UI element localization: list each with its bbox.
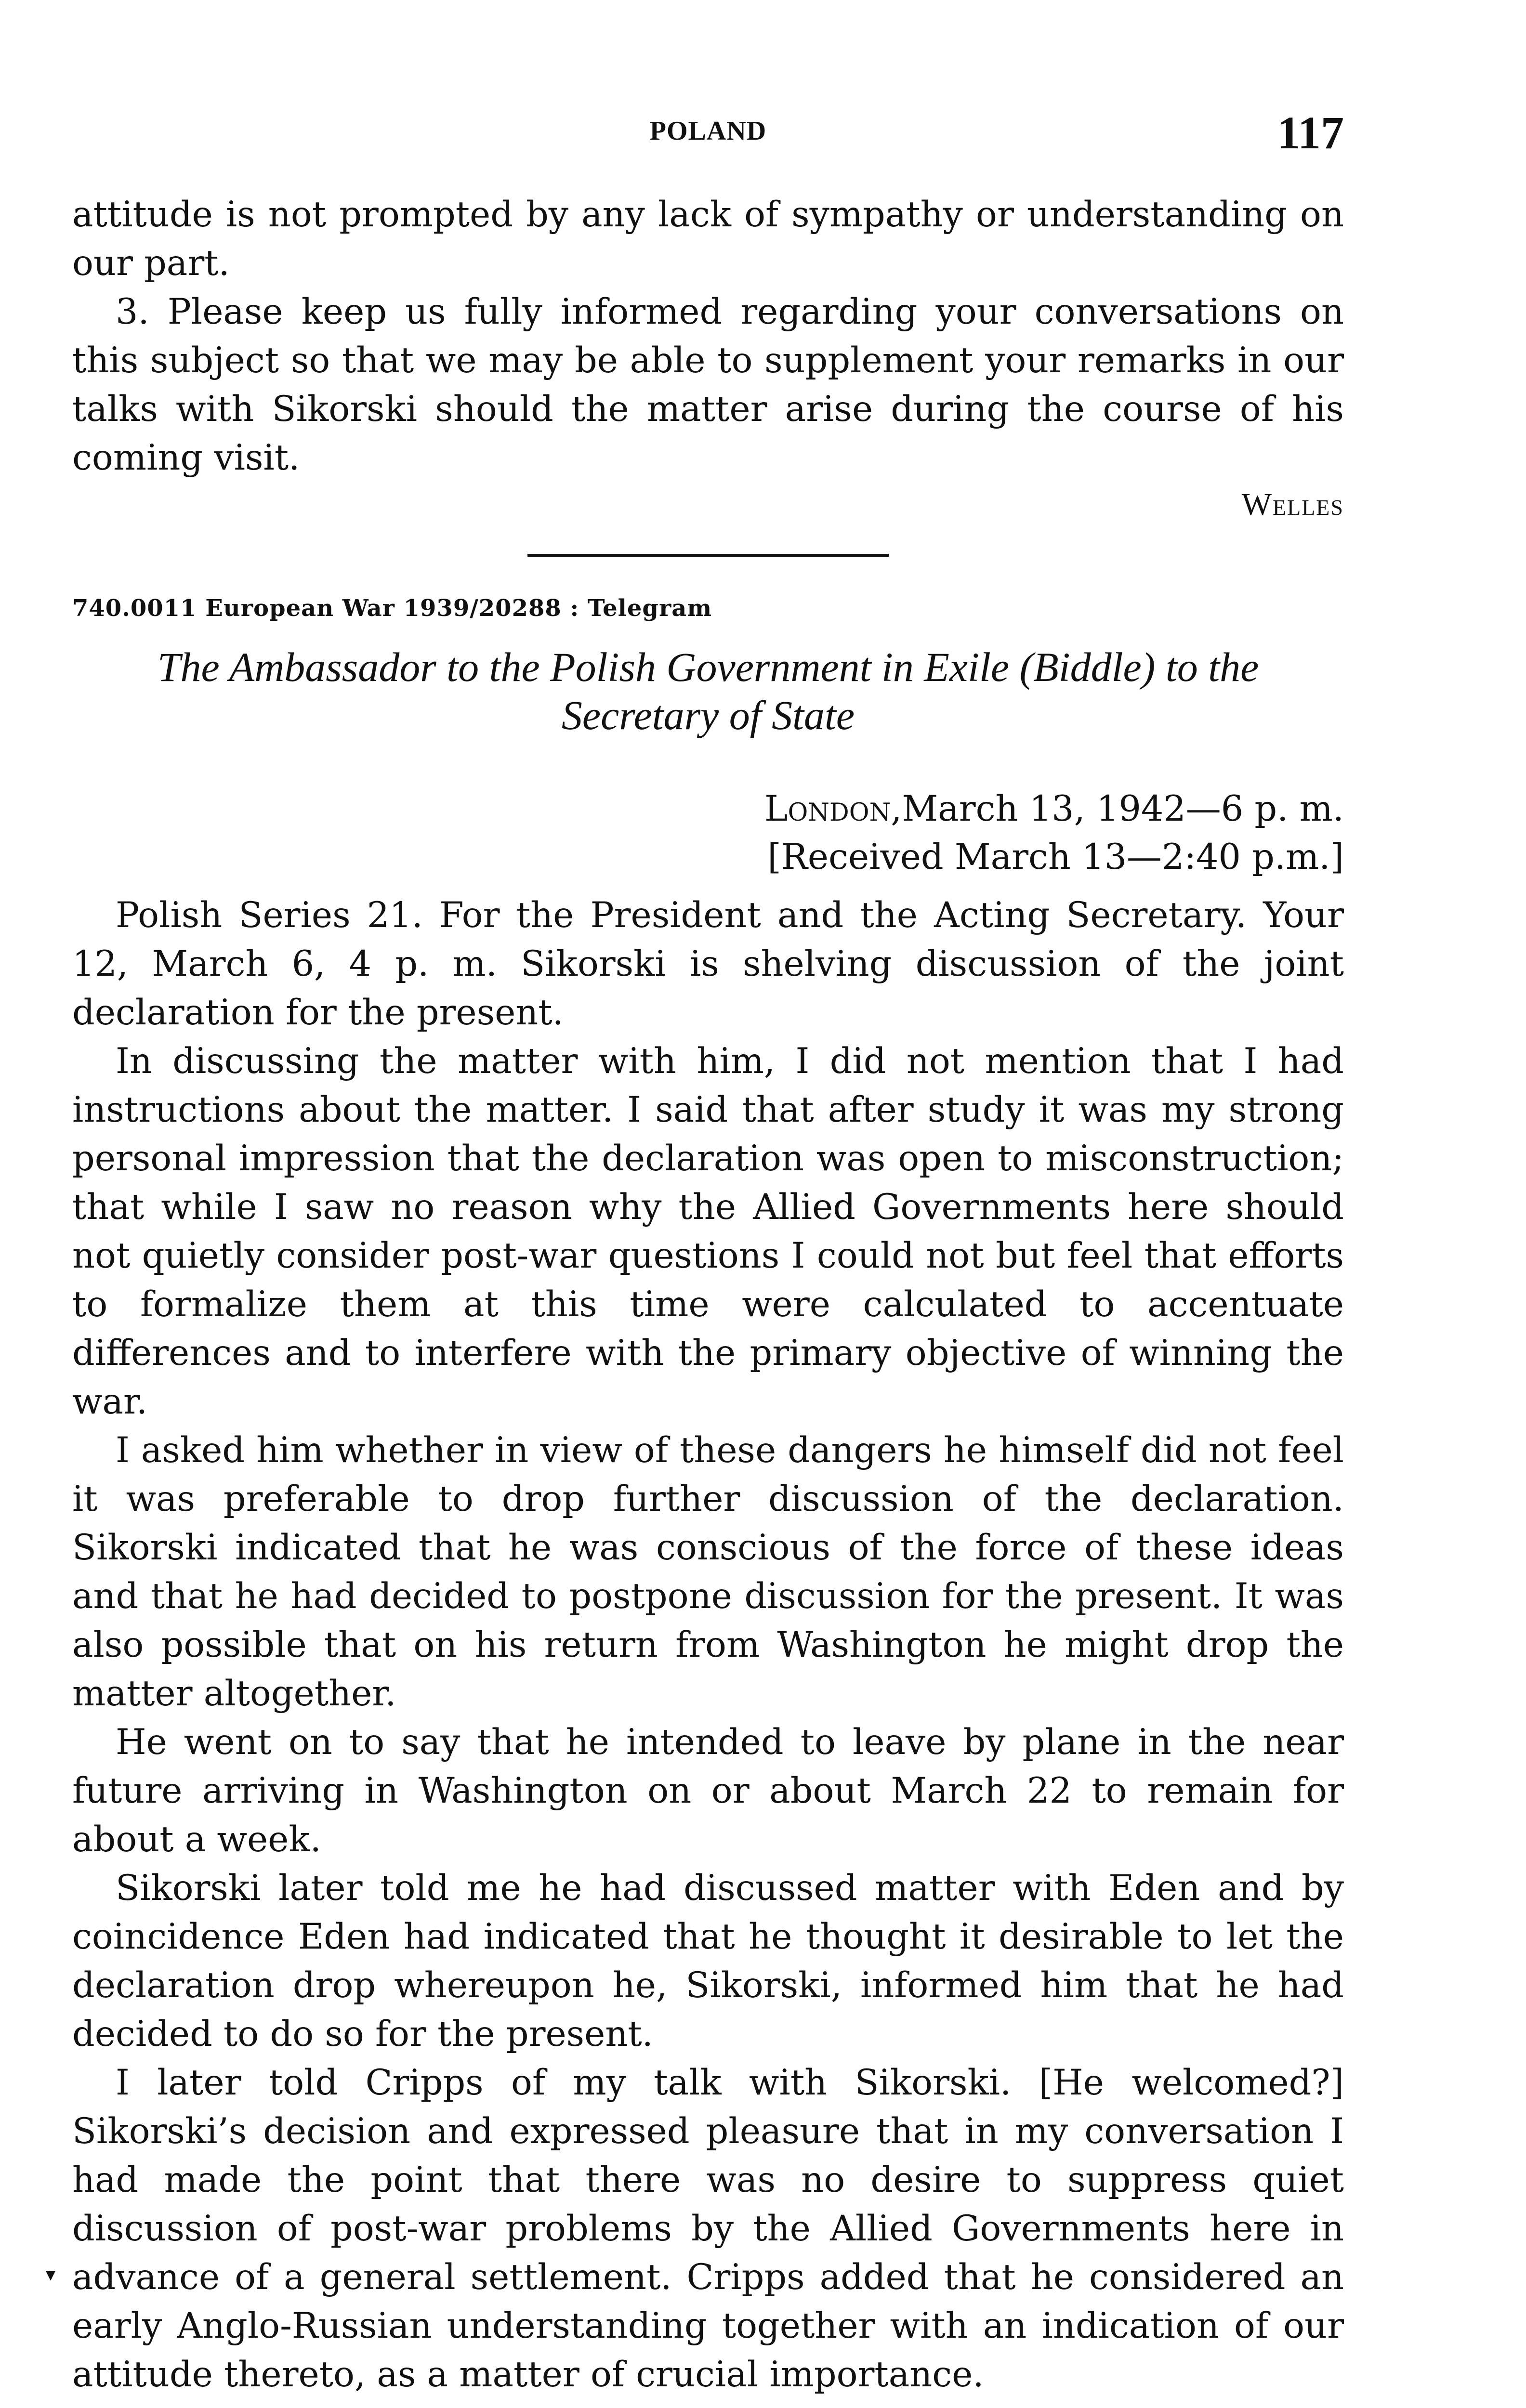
- dateline-place: London,: [764, 788, 902, 829]
- continuation-paragraph: attitude is not prompted by any lack of sympathy or understanding on our part.: [72, 194, 1344, 284]
- file-reference: 740.0011 European War 1939/20288 : Telegram: [72, 595, 712, 622]
- received-note: [Received March 13—2:40 p.m.]: [767, 837, 1344, 877]
- dateline-date: March 13, 1942—6 p. m.: [902, 788, 1344, 829]
- body-paragraph: Polish Series 21. For the President and the Acting Secretary. Your 12, March 6, 4 p. m. Sikorski is shelving discussion of the joint declaration for the present.: [72, 895, 1344, 1033]
- signature: Welles: [1241, 487, 1344, 522]
- margin-mark: ▾: [46, 2264, 56, 2286]
- continuation-text: [72, 190, 1344, 482]
- body-paragraph: I asked him whether in view of these dangers he himself did not feel it was preferable to drop further discussion of the declaration. Sikorski indicated that he was conscious of the force of these ideas and that he had decided to postpone discussion for the present. It was also possible that on his return from Washington he might drop the matter altogether.: [72, 1430, 1344, 1714]
- dateline: [764, 785, 1344, 881]
- heading-line-2: Secretary of State: [561, 692, 855, 738]
- heading-line-1: The Ambassador to the Polish Government in Exile (Biddle) to the: [157, 644, 1259, 690]
- body-paragraph: I later told Cripps of my talk with Sikorski. [He welcomed?] Sikorski’s decision and expressed pleasure that in my conversation I had made the point that there was no desire to suppress quiet discussion of post-war problems by the Allied Governments here in advance of a general settlement. Cripps added that he considered an early Anglo-Russian understanding together with an indication of our attitude thereto, as a matter of crucial importance.: [72, 2062, 1344, 2395]
- dateline-sent: [764, 785, 1344, 833]
- page-number: 117: [1277, 107, 1344, 158]
- running-head: [72, 106, 1344, 158]
- body-paragraph: He went on to say that he intended to leave by plane in the near future arriving in Washington on or about March 22 to remain for about a week.: [72, 1722, 1344, 1860]
- body-paragraph: Sikorski later told me he had discussed matter with Eden and by coincidence Eden had indicated that he thought it desirable to let the declaration drop whereupon he, Sikorski, informed him that he had decided to do so for the present.: [72, 1868, 1344, 2055]
- document-heading: [72, 643, 1344, 739]
- section-divider: [527, 554, 889, 557]
- running-title: POLAND: [649, 116, 767, 146]
- telegram-body: [72, 891, 1344, 2399]
- body-paragraph: In discussing the matter with him, I did not mention that I had instructions about the matter. I said that after study it was my strong personal impression that the declaration was open to misconstruction; that while I saw no reason why the Allied Governments here should not quietly consider post-war questions I could not but feel that efforts to formalize them at this time were calculated to accentuate differences and to interfere with the primary objective of winning the war.: [72, 1041, 1344, 1422]
- numbered-paragraph-3: 3. Please keep us fully informed regarding your conversations on this subject so that we may be able to supplement your remarks in our talks with Sikorski should the matter arise during the course of his coming visit.: [72, 291, 1344, 478]
- document-page: [46, 72, 1344, 2395]
